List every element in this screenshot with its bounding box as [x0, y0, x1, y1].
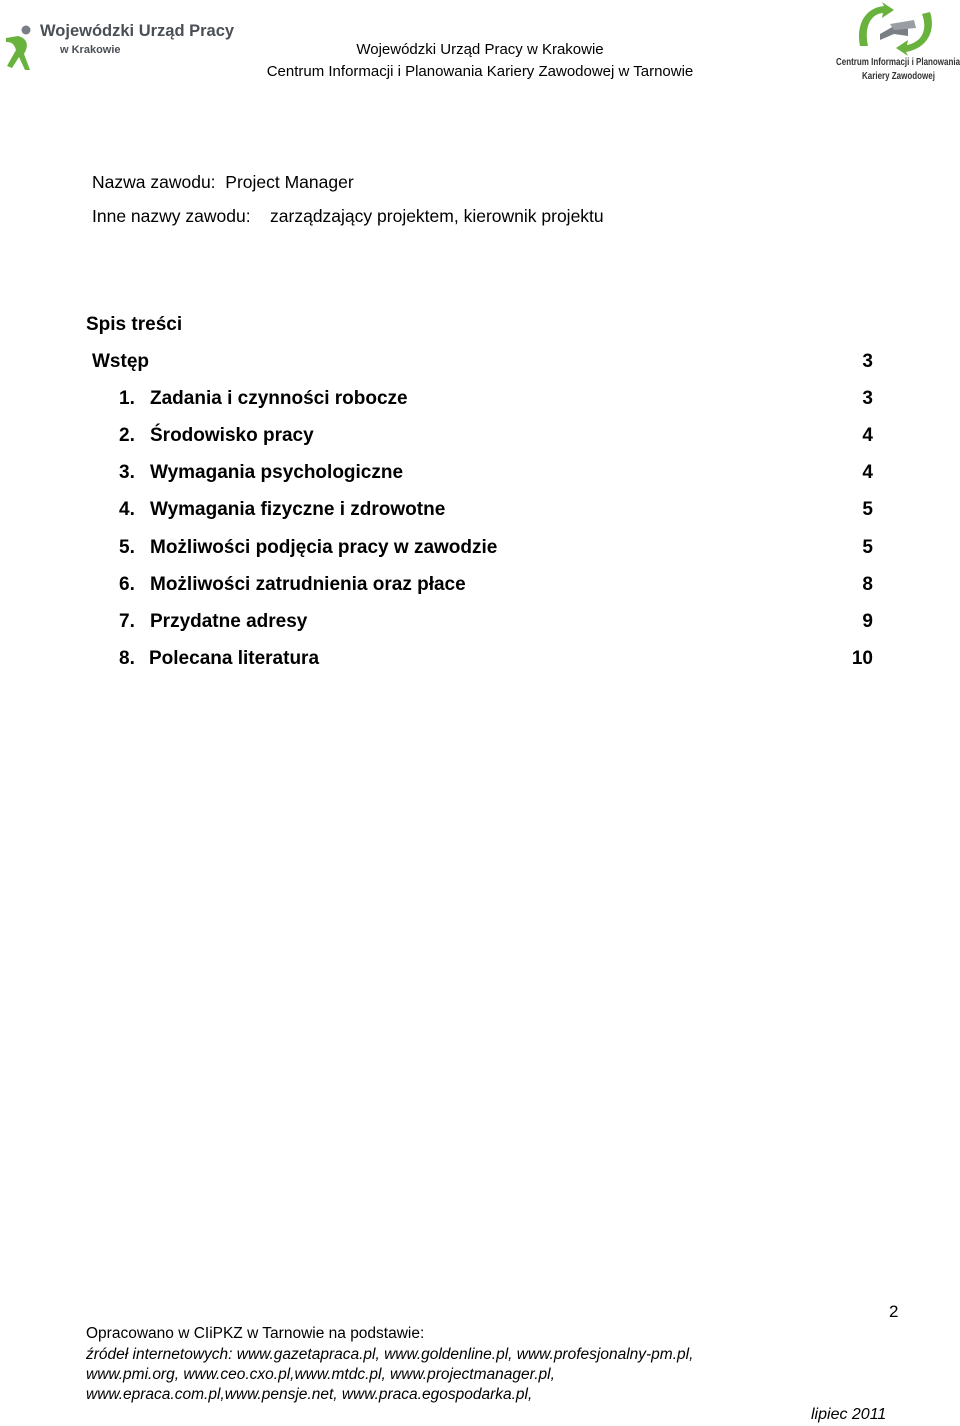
- toc-item-page: 8: [862, 574, 873, 595]
- footer-date: lipiec 2011: [811, 1406, 887, 1423]
- toc-item-page: 5: [862, 537, 873, 558]
- toc-item-page: 4: [862, 462, 873, 483]
- footer-sources-line: www.pmi.org, www.ceo.cxo.pl,www.mtdc.pl, www.projectmanager.pl,: [86, 1366, 555, 1383]
- toc-item: [0, 574, 960, 598]
- job-other-label: Inne nazwy zawodu:: [92, 206, 251, 226]
- footer-sources-line: www.epraca.com.pl,www.pensje.net, www.praca.egospodarka.pl,: [86, 1386, 533, 1403]
- logo-org-name: Wojewódzki Urząd Pracy: [40, 22, 235, 40]
- toc-item-label: Przydatne adresy: [150, 611, 308, 632]
- header-line-2: Centrum Informacji i Planowania Kariery Zawodowej w Tarnowie: [266, 63, 694, 80]
- toc-item-number: 7.: [119, 611, 135, 632]
- toc-item-intro: [0, 351, 960, 375]
- toc-item-label: Wymagania fizyczne i zdrowotne: [150, 499, 446, 520]
- page-number: 2: [889, 1302, 899, 1321]
- job-name-value: Project Manager: [225, 172, 354, 192]
- toc-item-label: Możliwości podjęcia pracy w zawodzie: [150, 537, 498, 558]
- logo-center-name: Centrum Informacji i Planowania: [836, 57, 960, 68]
- toc-item-page: 4: [862, 425, 873, 446]
- toc-item: [0, 388, 960, 412]
- toc-item: [0, 537, 960, 561]
- toc-item-number: 5.: [119, 537, 135, 558]
- toc-item-number: 8.: [119, 648, 135, 669]
- toc-item-label: Możliwości zatrudnienia oraz płace: [150, 574, 466, 595]
- toc-item-label: Wstęp: [92, 351, 149, 372]
- logo-org-city: w Krakowie: [60, 44, 121, 56]
- toc-item-number: 4.: [119, 499, 135, 520]
- toc-item-number: 2.: [119, 425, 135, 446]
- ciipkz-logo: [832, 2, 958, 86]
- toc-item: [0, 611, 960, 635]
- toc-item-page: 3: [862, 351, 873, 372]
- job-name-row: [92, 172, 354, 193]
- toc-title: Spis treści: [86, 314, 183, 335]
- toc-item-label: Polecana literatura: [149, 648, 320, 669]
- toc-item-label: Środowisko pracy: [150, 425, 314, 446]
- toc-item-page: 9: [862, 611, 873, 632]
- header-line-1: Wojewódzki Urząd Pracy w Krakowie: [356, 41, 604, 58]
- toc-item-page: 10: [851, 648, 873, 669]
- toc-item-page: 5: [862, 499, 873, 520]
- toc-item-number: 1.: [119, 388, 135, 409]
- job-other-names-row: [92, 206, 604, 227]
- toc-item: [0, 462, 960, 486]
- toc-item: [0, 425, 960, 449]
- footer-sources-intro: Opracowano w CIiPKZ w Tarnowie na podstawie:: [86, 1325, 425, 1342]
- toc-item-label: Zadania i czynności robocze: [150, 388, 408, 409]
- recycle-arrows-icon: [850, 2, 940, 56]
- job-other-value: zarządzający projektem, kierownik projektu: [270, 206, 604, 226]
- toc-item-number: 6.: [119, 574, 135, 595]
- toc-item-label: Wymagania psychologiczne: [150, 462, 404, 483]
- toc-item: [0, 499, 960, 523]
- toc-item-number: 3.: [119, 462, 135, 483]
- toc-item: [0, 648, 960, 672]
- footer-sources-line: źródeł internetowych: www.gazetapraca.pl, www.goldenline.pl, www.profesjonalny-pm.pl,: [86, 1346, 694, 1363]
- logo-center-subname: Kariery Zawodowej: [862, 71, 935, 82]
- toc-item-page: 3: [862, 388, 873, 409]
- job-name-label: Nazwa zawodu:: [92, 172, 216, 192]
